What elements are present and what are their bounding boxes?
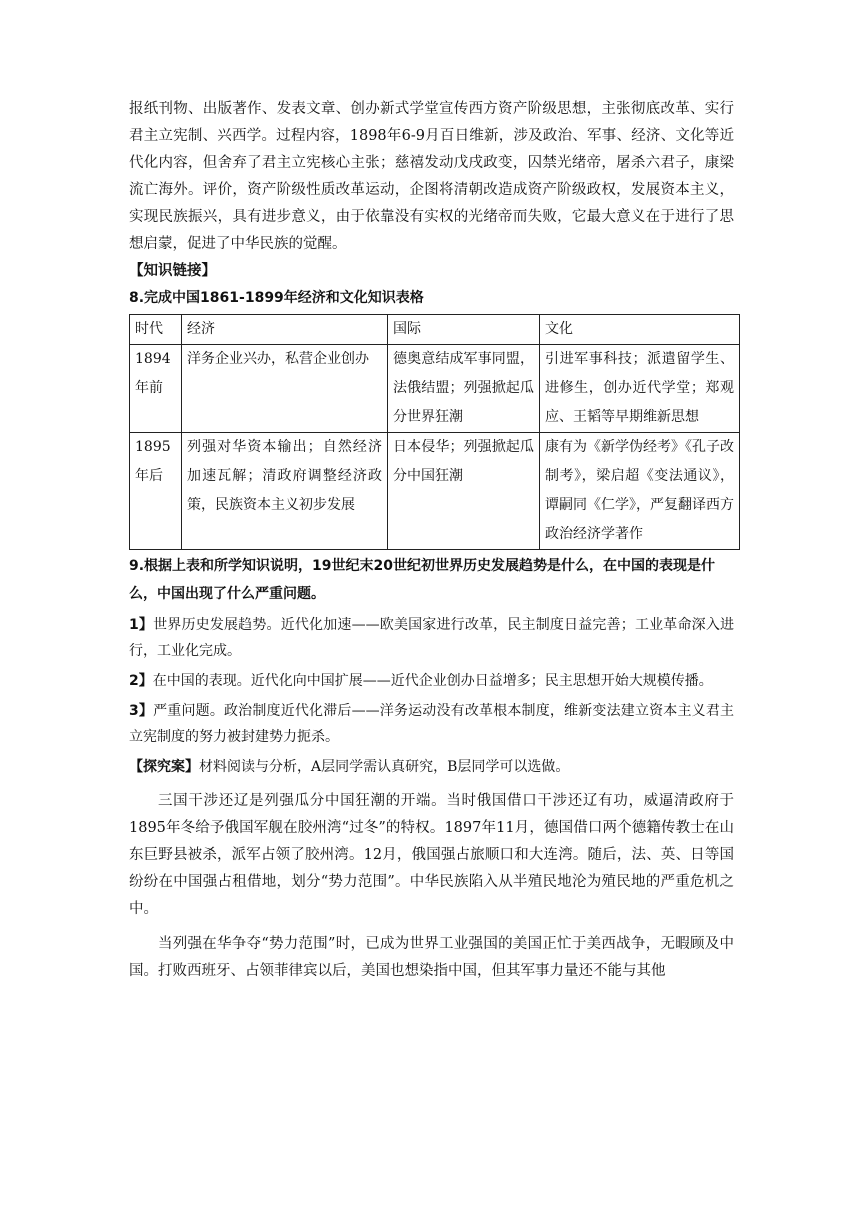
material-paragraph: 当列强在华争夺“势力范围”时，已成为世界工业强国的美国正忙于美西战争，无暇顾及中国。打败西班牙、占领菲律宾以后，美国也想染指中国，但其军事力量还不能与其他	[129, 936, 734, 979]
table-cell: 日本侵华；列强掀起瓜分中国狂潮	[388, 433, 540, 550]
answer-text: 世界历史发展趋势。近代化加速——欧美国家进行改革，民主制度日益完善；工业革命深入进行，工业化完成。	[129, 617, 735, 659]
q8-title: 8.完成中国1861-1899年经济和文化知识表格	[129, 290, 424, 306]
answer-item	[129, 612, 734, 664]
table-row	[130, 345, 740, 433]
explore-text: 材料阅读与分析，A层同学需认真研究，B层同学可以选做。	[199, 759, 570, 775]
answer-number: 3】	[129, 703, 154, 719]
answer-number: 2】	[129, 673, 153, 689]
answer-text: 在中国的表现。近代化向中国扩展——近代企业创办日益增多；民主思想开始大规模传播。	[152, 673, 713, 689]
table-header-cell: 国际	[388, 315, 540, 345]
table-header-cell: 经济	[182, 315, 388, 345]
intro-paragraph: 报纸刊物、出版著作、发表文章、创办新式学堂宣传西方资产阶级思想，主张彻底改革、实行君主立宪制、兴西学。过程内容，1898年6-9月百日维新，涉及政治、军事、经济、文化等近代化内容，但舍弃了君主立宪核心主张；慈禧发动戊戌政变，囚禁光绪帝，屠杀六君子，康梁流亡海外。评价，资产阶级性质改革运动，企图将清朝改造成资产阶级政权，发展资本主义，实现民族振兴，具有进步意义，由于依靠没有实权的光绪帝而失败，它最大意义在于进行了思想启蒙，促进了中华民族的觉醒。	[129, 101, 734, 252]
table-cell: 德奥意结成军事同盟，法俄结盟；列强掀起瓜分世界狂潮	[388, 345, 540, 433]
table-cell: 1894年前	[130, 345, 182, 433]
table-cell: 康有为《新学伪经考》《孔子改制考》，梁启超《变法通议》，谭嗣同《仁学》，严复翻译西方政治经济学著作	[540, 433, 740, 550]
q9-title: 9.根据上表和所学知识说明，19世纪末20世纪初世界历史发展趋势是什么，在中国的表现是什么，中国出现了什么严重问题。	[129, 558, 716, 602]
answer-item	[129, 668, 734, 694]
answer-item	[129, 698, 734, 750]
explore-label: 【探究案】	[129, 759, 199, 775]
table-cell: 列强对华资本输出；自然经济加速瓦解；清政府调整经济政策，民族资本主义初步发展	[182, 433, 388, 550]
table-header-row	[130, 315, 740, 345]
table-cell: 引进军事科技；派遣留学生、进修生，创办近代学堂；郑观应、王韬等早期维新思想	[540, 345, 740, 433]
knowledge-table	[129, 314, 740, 550]
answer-number: 1】	[129, 617, 154, 633]
explore-line	[129, 754, 734, 780]
document-page	[129, 96, 734, 985]
material-paragraph: 三国干涉还辽是列强瓜分中国狂潮的开端。当时俄国借口干涉还辽有功，威逼清政府于1895年冬给予俄国军舰在胶州湾“过冬”的特权。1897年11月，德国借口两个德籍传教士在山东巨野县被杀，派军占领了胶州湾。12月，俄国强占旅顺口和大连湾。随后，法、英、日等国纷纷在中国强占租借地，划分“势力范围”。中华民族陷入从半殖民地沦为殖民地的严重危机之中。	[129, 793, 734, 917]
table-cell: 1895年后	[130, 433, 182, 550]
table-cell: 洋务企业兴办，私营企业创办	[182, 345, 388, 433]
table-header-cell: 文化	[540, 315, 740, 345]
table-row	[130, 433, 740, 550]
answer-text: 严重问题。政治制度近代化滞后——洋务运动没有改革根本制度，维新变法建立资本主义君主立宪制度的努力被封建势力扼杀。	[129, 703, 735, 745]
table-header-cell: 时代	[130, 315, 182, 345]
knowledge-link-heading: 【知识链接】	[129, 263, 216, 279]
